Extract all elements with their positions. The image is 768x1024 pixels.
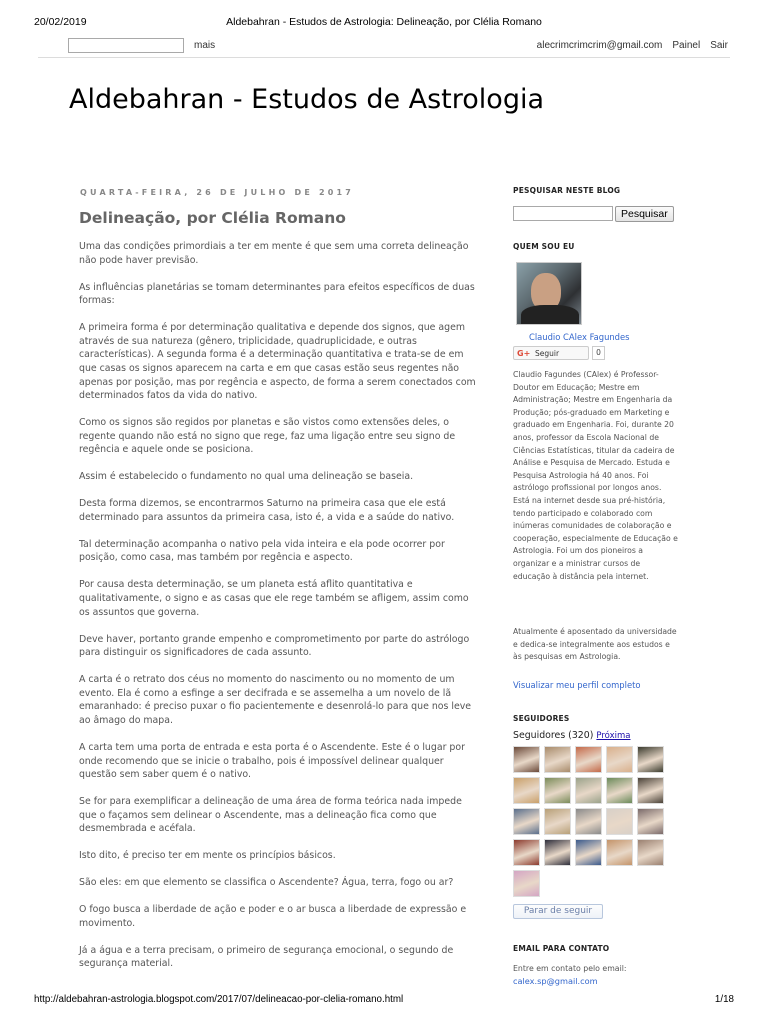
- follower-avatar[interactable]: [606, 808, 633, 835]
- follower-avatar[interactable]: [606, 746, 633, 773]
- follower-avatar[interactable]: [637, 839, 664, 866]
- contact-text: Entre em contato pelo email:: [513, 964, 627, 973]
- follower-avatar[interactable]: [606, 839, 633, 866]
- post-paragraph: Uma das condições primordiais a ter em mente é que sem uma correta delineação não pode haver previsão.: [79, 241, 469, 266]
- post-paragraph: Isto dito, é preciso ter em mente os princípios básicos.: [79, 850, 336, 862]
- follower-avatar[interactable]: [544, 777, 571, 804]
- followers-next-link[interactable]: Próxima: [596, 731, 631, 741]
- follower-avatar[interactable]: [513, 746, 540, 773]
- contact-widget-title: EMAIL PARA CONTATO: [513, 944, 610, 953]
- follower-avatar[interactable]: [575, 808, 602, 835]
- profile-name-link[interactable]: Claudio CAlex Fagundes: [529, 332, 630, 342]
- follower-avatar[interactable]: [544, 808, 571, 835]
- view-full-profile-link[interactable]: Visualizar meu perfil completo: [513, 680, 641, 690]
- follower-avatar[interactable]: [575, 746, 602, 773]
- post-paragraph: Tal determinação acompanha o nativo pela vida inteira e ela pode ocorrer por posição, como casa, mas também por regência e aspecto.: [79, 538, 445, 564]
- follower-avatar[interactable]: [637, 746, 664, 773]
- post-paragraph: O fogo busca a liberdade de ação e poder e o ar busca a liberdade de expressão e movimento.: [79, 904, 467, 929]
- search-widget: [513, 186, 678, 220]
- follower-avatar[interactable]: [513, 839, 540, 866]
- followers-widget: [513, 714, 678, 916]
- follower-avatar[interactable]: [544, 746, 571, 773]
- post-paragraph: Se for para exemplificar a delineação de uma área de forma teórica nada impede que o façamos sem delinear o Ascendente, mas a delineação fica como que desmembrada e acéfala.: [79, 796, 462, 835]
- navbar-search-input[interactable]: [68, 38, 184, 53]
- follower-avatar[interactable]: [513, 777, 540, 804]
- post-paragraph: A carta tem uma porta de entrada e esta porta é o Ascendente. Este é o lugar por onde recomendo que se inicie o trabalho, pois é impossível delinear qualquer questão sem saber quem é o nativo.: [79, 741, 465, 781]
- profile-bio-continued: Atualmente é aposentado da universidade e dedica-se integralmente aos estudos e às pesquisas em Astrologia.: [513, 627, 677, 662]
- about-widget-title: QUEM SOU EU: [513, 242, 575, 251]
- post-paragraph: Assim é estabelecido o fundamento no qual uma delineação se baseia.: [79, 471, 414, 483]
- contact-email-link[interactable]: calex.sp@gmail.com: [513, 976, 598, 986]
- follower-avatar[interactable]: [637, 777, 664, 804]
- followers-grid: [513, 746, 668, 897]
- search-widget-title: PESQUISAR NESTE BLOG: [513, 186, 621, 195]
- post-title[interactable]: Delineação, por Clélia Romano: [79, 209, 346, 227]
- follower-avatar[interactable]: [575, 777, 602, 804]
- contact-widget: [513, 944, 678, 986]
- profile-photo[interactable]: [516, 262, 582, 325]
- post-paragraph: Já a água e a terra precisam, o primeiro de segurança emocional, o segundo de segurança material.: [79, 944, 454, 970]
- followers-count: Seguidores (320): [513, 730, 594, 741]
- post-paragraph: A carta é o retrato dos céus no momento do nascimento ou no momento de um evento. Ela é como a esfinge a ser decifrada e se assemelha a um novelo de lã emaranhado: é preciso puxar o fio pacientemente e desenrolá-lo para que nos leve ao âmago do mapa.: [79, 674, 472, 726]
- post-paragraph: Desta forma dizemos, se encontrarmos Saturno na primeira casa que ele está determinado para assuntos da primeira casa, isto é, a vida e a saúde do nativo.: [79, 498, 455, 523]
- profile-bio: Claudio Fagundes (CAlex) é Professor-Doutor em Educação; Mestre em Administração; Mestre em Engenharia da Produção; pós-graduado em Marketing e graduado em Engenharia. Foi, durante 20 anos, professor da Escola Nacional de Ciências Estatísticas, titular da cadeira de Análise e Pesquisa de Mercado. Estuda e Pesquisa Astrologia há 40 anos. Foi astrólogo profissional por longos anos. Está na internet desde sua pré-história, tendo participado e colaborado com inúmeras comunidades de colaboração e cooperação, especialmente de Educação e Astrologia. Foi um dos pioneiros a organizar e a ministrar cursos de educação à distância pela internet.: [513, 370, 678, 581]
- follower-avatar[interactable]: [575, 839, 602, 866]
- followers-widget-title: SEGUIDORES: [513, 714, 570, 723]
- gplus-follow-button[interactable]: [513, 346, 589, 360]
- gplus-count: 0: [592, 346, 605, 360]
- stop-following-button[interactable]: Parar de seguir: [513, 904, 603, 919]
- post-paragraph: As influências planetárias se tomam determinantes para efeitos específicos de duas formas:: [79, 281, 475, 307]
- gplus-follow-label: Seguir: [535, 348, 560, 358]
- post-paragraph: Como os signos são regidos por planetas e são vistos como extensões deles, o regente quando não está no signo que rege, faz uma ligação entre seu signo de regência e aquele onde se posiciona.: [79, 417, 456, 456]
- navbar-account: [537, 40, 728, 51]
- gplus-follow: [513, 346, 605, 360]
- blog-title[interactable]: Aldebahran - Estudos de Astrologia: [69, 84, 545, 115]
- follower-avatar[interactable]: [513, 808, 540, 835]
- blogger-navbar: [38, 36, 730, 58]
- navbar-logout-link[interactable]: Sair: [710, 40, 728, 51]
- search-button[interactable]: Pesquisar: [615, 206, 674, 222]
- followers-count-line: [513, 730, 631, 741]
- navbar-more-link[interactable]: mais: [194, 40, 216, 51]
- follower-avatar[interactable]: [606, 777, 633, 804]
- post-paragraph: Por causa desta determinação, se um planeta está aflito quantitativa e qualitativamente, o signo e as casas que ele rege também se afligem, assim como os assuntos que governa.: [79, 579, 469, 618]
- navbar-user-email: alecrimcrimcrim@gmail.com: [536, 40, 663, 51]
- print-url: http://aldebahran-astrologia.blogspot.com/2017/07/delineacao-por-clelia-romano.html: [34, 994, 404, 1005]
- print-page-number: 1/18: [714, 994, 734, 1005]
- post-body: [79, 240, 481, 984]
- about-widget: [513, 242, 678, 690]
- blog-search-input[interactable]: [513, 206, 613, 221]
- follower-avatar[interactable]: [637, 808, 664, 835]
- navbar-panel-link[interactable]: Painel: [672, 40, 701, 51]
- post-paragraph: A primeira forma é por determinação qualitativa e depende dos signos, que agem através de sua natureza (gênero, triplicidade, quadruplicidade, e outras características). A segunda forma é a determinação quantitativa e trata-se de em que casas os signos aparecem na carta e em que casas estão seus regentes não apenas por posição, mas por regência e aspecto, de forma a serem conectados com determinados fatos da vida do nativo.: [79, 322, 476, 402]
- post-date: QUARTA-FEIRA, 26 DE JULHO DE 2017: [80, 188, 355, 197]
- follower-avatar[interactable]: [513, 870, 540, 897]
- post-paragraph: São eles: em que elemento se classifica o Ascendente? Água, terra, fogo ou ar?: [79, 877, 454, 889]
- post-paragraph: Deve haver, portanto grande empenho e comprometimento por parte do astrólogo para distinguir os significadores de cada assunto.: [79, 633, 470, 659]
- gplus-icon: G+: [517, 348, 531, 358]
- print-date: 20/02/2019: [34, 16, 87, 28]
- print-document-title: Aldebahran - Estudos de Astrologia: Delineação, por Clélia Romano: [226, 16, 542, 28]
- print-header: [0, 16, 768, 30]
- follower-avatar[interactable]: [544, 839, 571, 866]
